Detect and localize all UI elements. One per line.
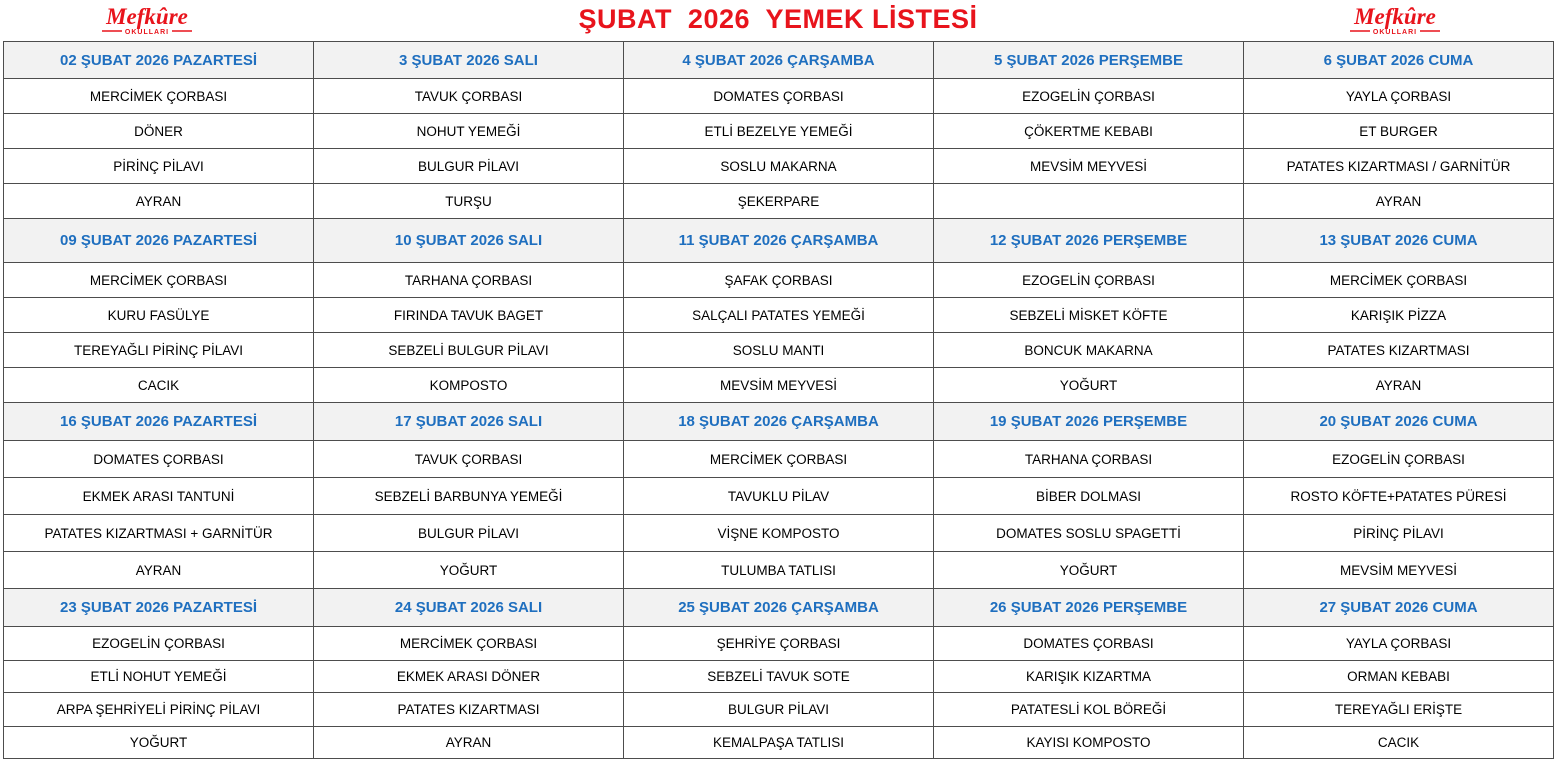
meal-row: [4, 693, 1554, 727]
meal-cell: EKMEK ARASI TANTUNİ: [4, 478, 314, 515]
day-header-row: [4, 403, 1554, 441]
menu-table: [3, 41, 1554, 759]
day-header: 12 ŞUBAT 2026 PERŞEMBE: [934, 219, 1244, 263]
meal-cell: CACIK: [1244, 727, 1554, 759]
meal-cell: SEBZELİ BARBUNYA YEMEĞİ: [314, 478, 624, 515]
meal-cell: ORMAN KEBABI: [1244, 661, 1554, 693]
day-header-row: [4, 219, 1554, 263]
meal-cell: DOMATES SOSLU SPAGETTİ: [934, 515, 1244, 552]
meal-row: [4, 79, 1554, 114]
meal-cell: YOĞURT: [4, 727, 314, 759]
meal-cell: PATATES KIZARTMASI / GARNİTÜR: [1244, 149, 1554, 184]
page-title: ŞUBAT 2026 YEMEK LİSTESİ: [578, 4, 978, 34]
meal-cell: KOMPOSTO: [314, 368, 624, 403]
meal-cell: MEVSİM MEYVESİ: [624, 368, 934, 403]
meal-cell: DOMATES ÇORBASI: [4, 441, 314, 478]
page-header: [0, 0, 1556, 41]
meal-cell: TARHANA ÇORBASI: [934, 441, 1244, 478]
meal-cell: TEREYAĞLI PİRİNÇ PİLAVI: [4, 333, 314, 368]
meal-cell: MERCİMEK ÇORBASI: [314, 627, 624, 661]
day-header: 26 ŞUBAT 2026 PERŞEMBE: [934, 589, 1244, 627]
day-header: 25 ŞUBAT 2026 ÇARŞAMBA: [624, 589, 934, 627]
meal-row: [4, 333, 1554, 368]
day-header: 4 ŞUBAT 2026 ÇARŞAMBA: [624, 42, 934, 79]
meal-cell: KEMALPAŞA TATLISI: [624, 727, 934, 759]
meal-row: [4, 661, 1554, 693]
meal-cell: SEBZELİ TAVUK SOTE: [624, 661, 934, 693]
day-header: 20 ŞUBAT 2026 CUMA: [1244, 403, 1554, 441]
svg-text:OKULLARI: OKULLARI: [1372, 29, 1418, 36]
meal-cell: YAYLA ÇORBASI: [1244, 627, 1554, 661]
meal-cell: ETLİ NOHUT YEMEĞİ: [4, 661, 314, 693]
meal-cell: AYRAN: [4, 552, 314, 589]
meal-cell: ŞAFAK ÇORBASI: [624, 263, 934, 298]
day-header: 3 ŞUBAT 2026 SALI: [314, 42, 624, 79]
meal-cell: BULGUR PİLAVI: [314, 149, 624, 184]
meal-cell: EZOGELİN ÇORBASI: [934, 79, 1244, 114]
meal-cell: KURU FASÜLYE: [4, 298, 314, 333]
meal-cell: ARPA ŞEHRİYELİ PİRİNÇ PİLAVI: [4, 693, 314, 727]
svg-text:Mefkûre: Mefkûre: [106, 4, 188, 29]
meal-row: [4, 552, 1554, 589]
meal-row: [4, 368, 1554, 403]
meal-cell: SEBZELİ BULGUR PİLAVI: [314, 333, 624, 368]
meal-cell: TURŞU: [314, 184, 624, 219]
meal-cell: [934, 184, 1244, 219]
meal-cell: TAVUKLU PİLAV: [624, 478, 934, 515]
meal-cell: EZOGELİN ÇORBASI: [1244, 441, 1554, 478]
meal-cell: DÖNER: [4, 114, 314, 149]
meal-cell: AYRAN: [4, 184, 314, 219]
meal-row: [4, 298, 1554, 333]
meal-cell: YOĞURT: [934, 552, 1244, 589]
meal-cell: ŞEKERPARE: [624, 184, 934, 219]
mefkure-logo-icon: [1336, 3, 1454, 39]
meal-cell: MERCİMEK ÇORBASI: [4, 79, 314, 114]
meal-cell: PATATESLİ KOL BÖREĞİ: [934, 693, 1244, 727]
meal-cell: KAYISI KOMPOSTO: [934, 727, 1244, 759]
day-header: 10 ŞUBAT 2026 SALI: [314, 219, 624, 263]
meal-cell: SEBZELİ MİSKET KÖFTE: [934, 298, 1244, 333]
day-header-row: [4, 589, 1554, 627]
meal-cell: YAYLA ÇORBASI: [1244, 79, 1554, 114]
meal-cell: MEVSİM MEYVESİ: [1244, 552, 1554, 589]
meal-cell: PİRİNÇ PİLAVI: [1244, 515, 1554, 552]
meal-cell: MERCİMEK ÇORBASI: [624, 441, 934, 478]
day-header: 17 ŞUBAT 2026 SALI: [314, 403, 624, 441]
day-header: 11 ŞUBAT 2026 ÇARŞAMBA: [624, 219, 934, 263]
meal-row: [4, 627, 1554, 661]
day-header: 09 ŞUBAT 2026 PAZARTESİ: [4, 219, 314, 263]
meal-cell: DOMATES ÇORBASI: [934, 627, 1244, 661]
day-header: 02 ŞUBAT 2026 PAZARTESİ: [4, 42, 314, 79]
svg-text:Mefkûre: Mefkûre: [1354, 4, 1436, 29]
day-header: 16 ŞUBAT 2026 PAZARTESİ: [4, 403, 314, 441]
day-header-row: [4, 42, 1554, 79]
mefkure-logo-right: [1336, 3, 1454, 39]
meal-cell: TAVUK ÇORBASI: [314, 79, 624, 114]
meal-cell: AYRAN: [314, 727, 624, 759]
meal-cell: CACIK: [4, 368, 314, 403]
meal-cell: ROSTO KÖFTE+PATATES PÜRESİ: [1244, 478, 1554, 515]
meal-row: [4, 184, 1554, 219]
meal-cell: ETLİ BEZELYE YEMEĞİ: [624, 114, 934, 149]
meal-cell: BULGUR PİLAVI: [314, 515, 624, 552]
meal-cell: EZOGELİN ÇORBASI: [934, 263, 1244, 298]
meal-cell: PATATES KIZARTMASI: [314, 693, 624, 727]
meal-row: [4, 727, 1554, 759]
meal-cell: FIRINDA TAVUK BAGET: [314, 298, 624, 333]
meal-cell: PATATES KIZARTMASI: [1244, 333, 1554, 368]
meal-cell: AYRAN: [1244, 184, 1554, 219]
day-header: 13 ŞUBAT 2026 CUMA: [1244, 219, 1554, 263]
meal-row: [4, 149, 1554, 184]
meal-cell: AYRAN: [1244, 368, 1554, 403]
meal-cell: MERCİMEK ÇORBASI: [4, 263, 314, 298]
svg-text:OKULLARI: OKULLARI: [124, 29, 170, 36]
day-header: 24 ŞUBAT 2026 SALI: [314, 589, 624, 627]
meal-cell: PATATES KIZARTMASI + GARNİTÜR: [4, 515, 314, 552]
meal-cell: PİRİNÇ PİLAVI: [4, 149, 314, 184]
meal-row: [4, 114, 1554, 149]
meal-cell: KARIŞIK PİZZA: [1244, 298, 1554, 333]
meal-cell: NOHUT YEMEĞİ: [314, 114, 624, 149]
meal-cell: BONCUK MAKARNA: [934, 333, 1244, 368]
meal-cell: ŞEHRİYE ÇORBASI: [624, 627, 934, 661]
meal-row: [4, 263, 1554, 298]
day-header: 19 ŞUBAT 2026 PERŞEMBE: [934, 403, 1244, 441]
day-header: 23 ŞUBAT 2026 PAZARTESİ: [4, 589, 314, 627]
meal-cell: MERCİMEK ÇORBASI: [1244, 263, 1554, 298]
meal-cell: ÇÖKERTME KEBABI: [934, 114, 1244, 149]
day-header: 6 ŞUBAT 2026 CUMA: [1244, 42, 1554, 79]
meal-cell: EKMEK ARASI DÖNER: [314, 661, 624, 693]
meal-cell: MEVSİM MEYVESİ: [934, 149, 1244, 184]
meal-cell: YOĞURT: [314, 552, 624, 589]
meal-cell: SOSLU MANTI: [624, 333, 934, 368]
meal-cell: TAVUK ÇORBASI: [314, 441, 624, 478]
meal-cell: DOMATES ÇORBASI: [624, 79, 934, 114]
meal-cell: BULGUR PİLAVI: [624, 693, 934, 727]
meal-row: [4, 478, 1554, 515]
meal-cell: TEREYAĞLI ERİŞTE: [1244, 693, 1554, 727]
meal-cell: SALÇALI PATATES YEMEĞİ: [624, 298, 934, 333]
meal-cell: SOSLU MAKARNA: [624, 149, 934, 184]
meal-cell: TARHANA ÇORBASI: [314, 263, 624, 298]
meal-cell: ET BURGER: [1244, 114, 1554, 149]
meal-cell: BİBER DOLMASI: [934, 478, 1244, 515]
meal-cell: KARIŞIK KIZARTMA: [934, 661, 1244, 693]
meal-row: [4, 515, 1554, 552]
meal-cell: YOĞURT: [934, 368, 1244, 403]
meal-cell: EZOGELİN ÇORBASI: [4, 627, 314, 661]
day-header: 27 ŞUBAT 2026 CUMA: [1244, 589, 1554, 627]
meal-cell: VİŞNE KOMPOSTO: [624, 515, 934, 552]
meal-row: [4, 441, 1554, 478]
day-header: 18 ŞUBAT 2026 ÇARŞAMBA: [624, 403, 934, 441]
day-header: 5 ŞUBAT 2026 PERŞEMBE: [934, 42, 1244, 79]
meal-cell: TULUMBA TATLISI: [624, 552, 934, 589]
